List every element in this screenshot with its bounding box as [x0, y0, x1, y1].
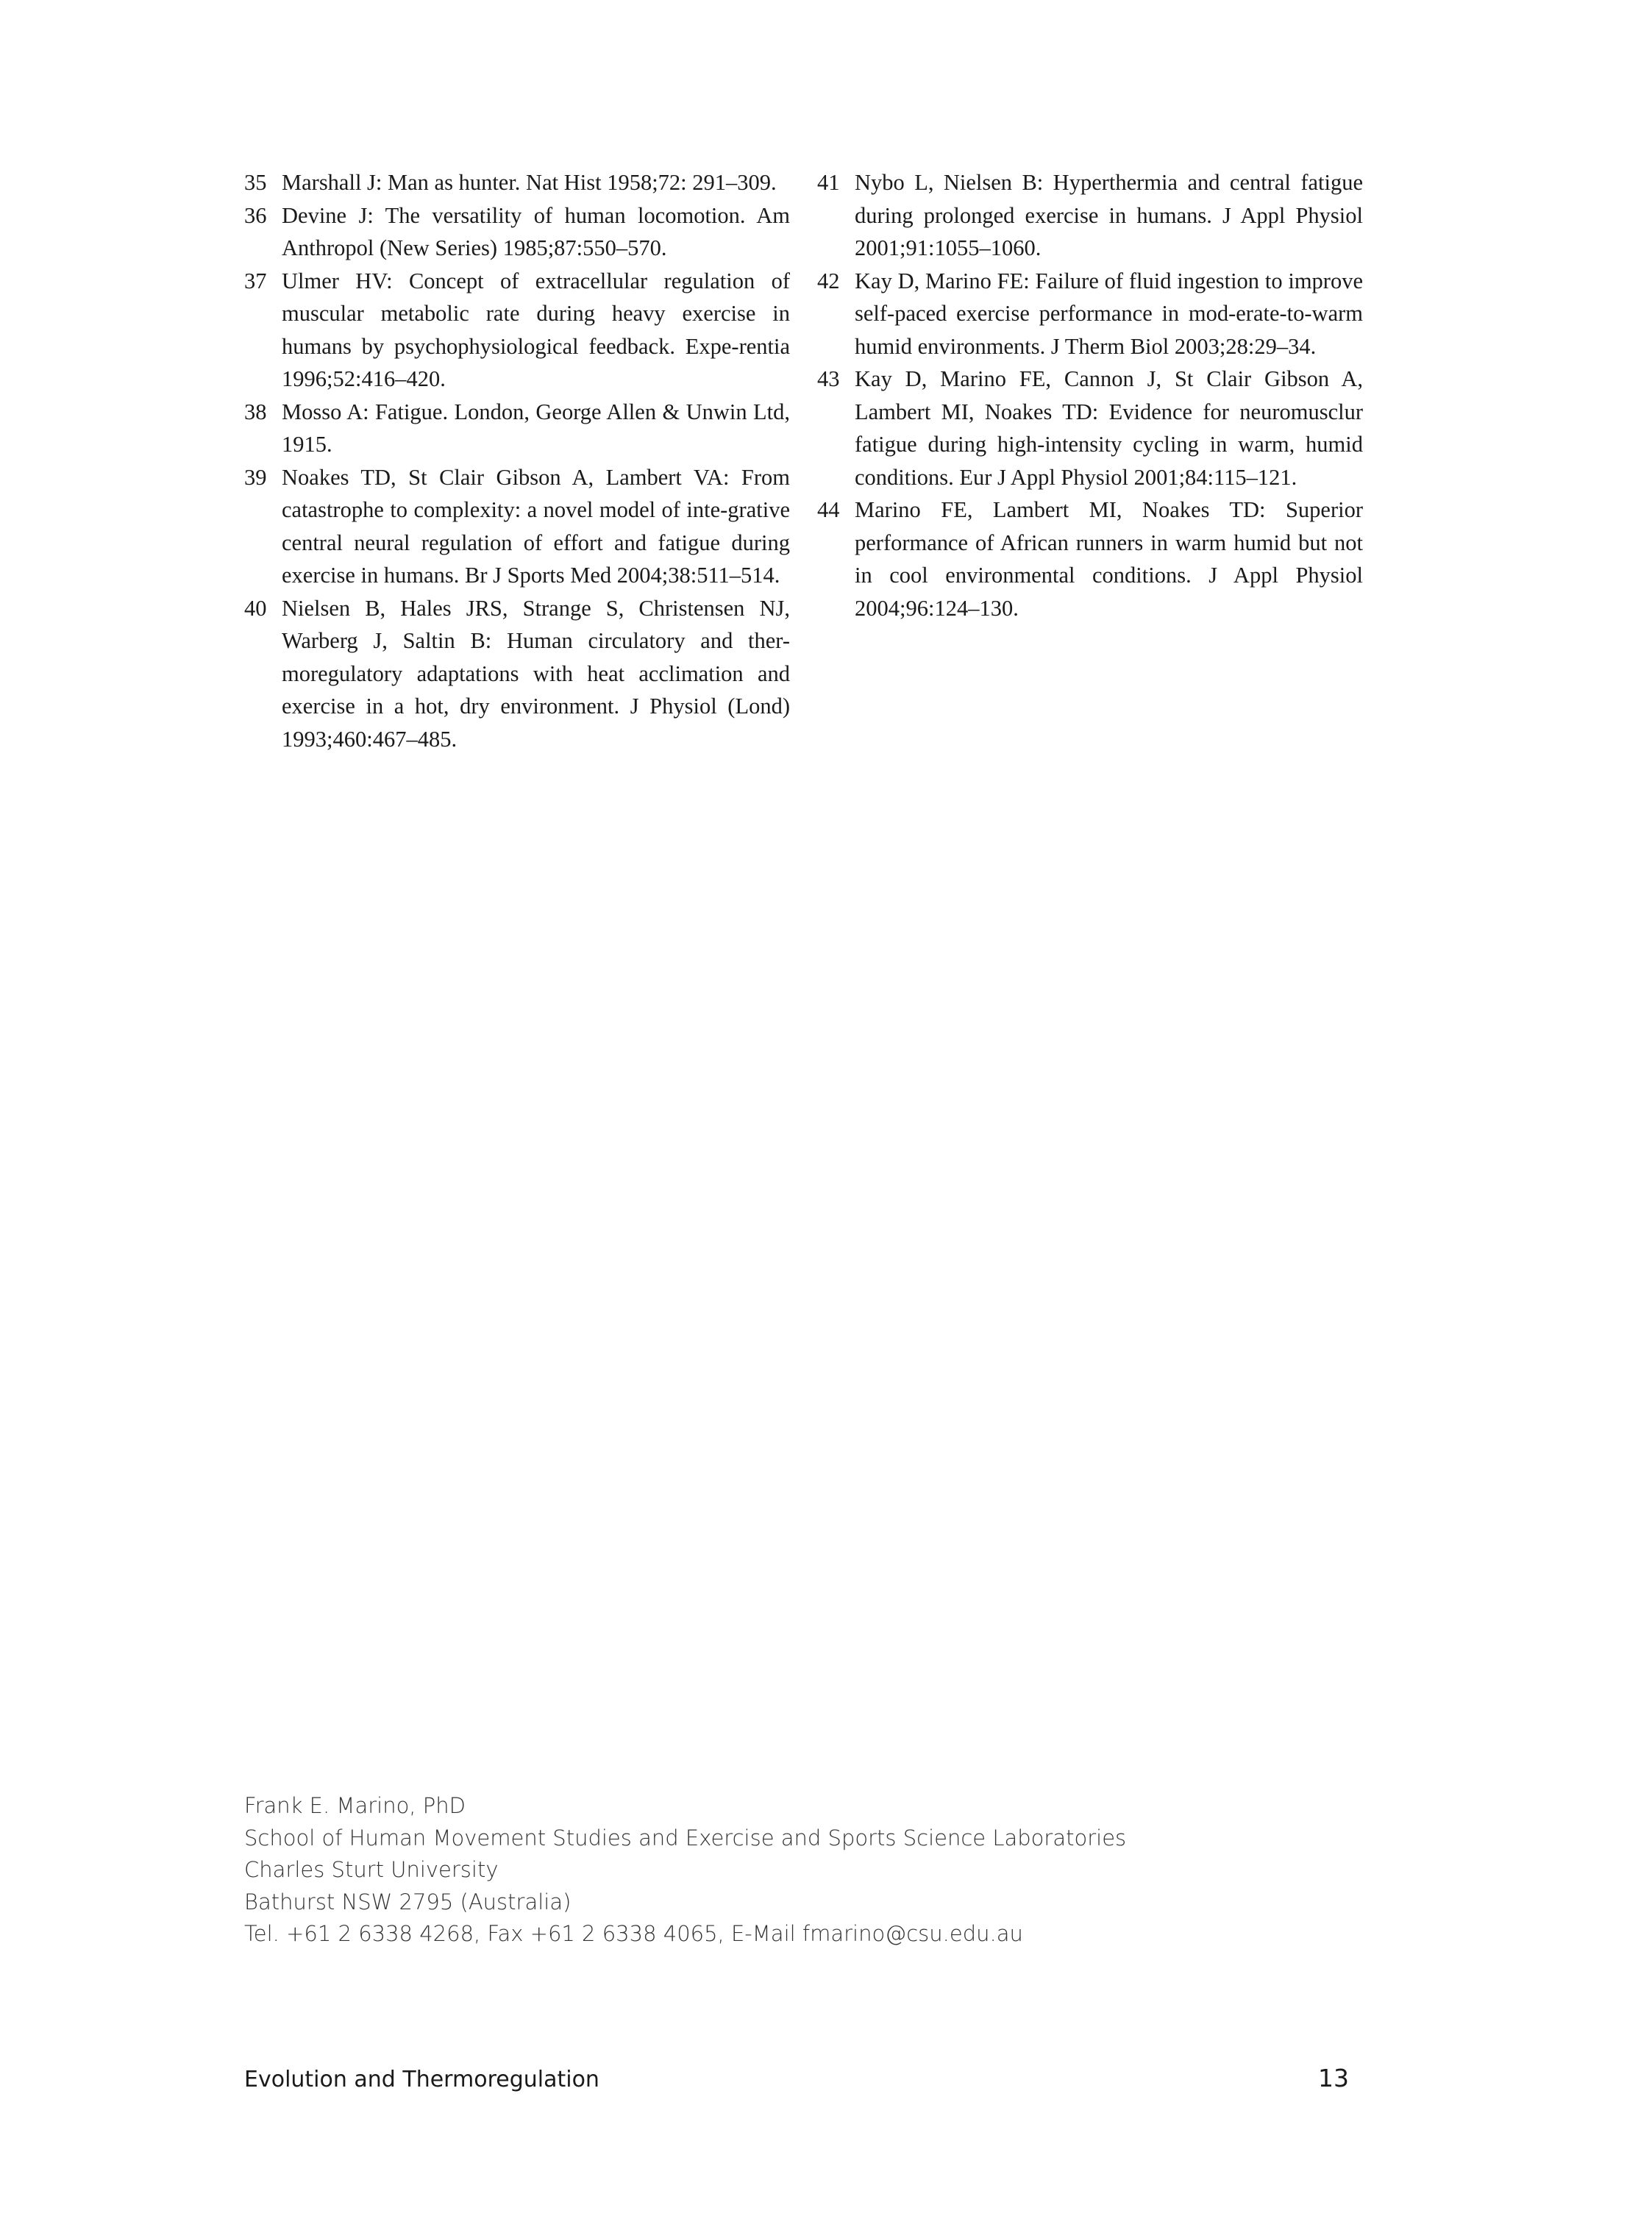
author-department: School of Human Movement Studies and Exercise and Sports Science Laboratories: [244, 1825, 1127, 1850]
reference-item: [817, 166, 1363, 265]
reference-number: 43: [817, 366, 840, 391]
reference-item: [244, 592, 790, 756]
reference-text: Devine J: The versatility of human locomotion. Am Anthropol (New Series) 1985;87:550–570.: [282, 202, 790, 260]
author-name: Frank E. Marino, PhD: [244, 1793, 466, 1818]
reference-number: 36: [244, 202, 267, 228]
running-footer-title: Evolution and Thermoregulation: [244, 2067, 599, 2092]
page-number: 13: [1318, 2064, 1349, 2092]
reference-text: Noakes TD, St Clair Gibson A, Lambert VA: From catastrophe to complexity: a novel model of inte-grative central neural regulation of effort and fatigue during exercise in humans. Br J Sports Med 2004;38:511–514.: [282, 464, 790, 588]
reference-number: 41: [817, 170, 840, 195]
reference-item: [244, 396, 790, 461]
reference-item: [244, 461, 790, 592]
reference-number: 37: [244, 268, 267, 293]
reference-text: Kay D, Marino FE, Cannon J, St Clair Gibson A, Lambert MI, Noakes TD: Evidence for neuromusclur fatigue during high-intensity cycling in warm, humid conditions. Eur J Appl Physiol 2001;84:115–121.: [855, 366, 1363, 490]
reference-text: Mosso A: Fatigue. London, George Allen & Unwin Ltd, 1915.: [282, 399, 790, 457]
reference-item: [244, 265, 790, 396]
reference-item: [244, 166, 790, 199]
reference-number: 35: [244, 170, 267, 195]
author-address: [244, 1790, 1126, 1950]
reference-list-right: [817, 166, 1363, 624]
reference-number: 38: [244, 399, 267, 424]
reference-text: Nybo L, Nielsen B: Hyperthermia and central fatigue during prolonged exercise in humans. J Appl Physiol 2001;91:1055–1060.: [855, 170, 1363, 260]
reference-text: Ulmer HV: Concept of extracellular regulation of muscular metabolic rate during heavy exercise in humans by psychophysiological feedback. Expe-rentia 1996;52:416–420.: [282, 268, 790, 391]
author-location: Bathurst NSW 2795 (Australia): [244, 1889, 572, 1914]
author-institution: Charles Sturt University: [244, 1857, 499, 1882]
author-contact: Tel. +61 2 6338 4268, Fax +61 2 6338 4065, E-Mail fmarino@csu.edu.au: [244, 1921, 1023, 1946]
reference-text: Marino FE, Lambert MI, Noakes TD: Superior performance of African runners in warm humid but not in cool environmental conditions. J Appl Physiol 2004;96:124–130.: [855, 497, 1363, 621]
reference-number: 40: [244, 595, 267, 621]
reference-item: [817, 265, 1363, 363]
reference-number: 42: [817, 268, 840, 293]
reference-item: [244, 199, 790, 265]
reference-text: Marshall J: Man as hunter. Nat Hist 1958;72: 291–309.: [282, 170, 777, 195]
reference-item: [817, 363, 1363, 494]
reference-number: 44: [817, 497, 840, 522]
reference-list-left: [244, 166, 790, 755]
reference-number: 39: [244, 464, 267, 490]
reference-item: [817, 494, 1363, 624]
reference-text: Kay D, Marino FE: Failure of fluid ingestion to improve self-paced exercise performance in mod-erate-to-warm humid environments. J Therm Biol 2003;28:29–34.: [855, 268, 1363, 359]
reference-text: Nielsen B, Hales JRS, Strange S, Christensen NJ, Warberg J, Saltin B: Human circulatory and ther-moregulatory adaptations with heat acclimation and exercise in a hot, dry environment. J Physiol (Lond) 1993;460:467–485.: [282, 595, 790, 752]
